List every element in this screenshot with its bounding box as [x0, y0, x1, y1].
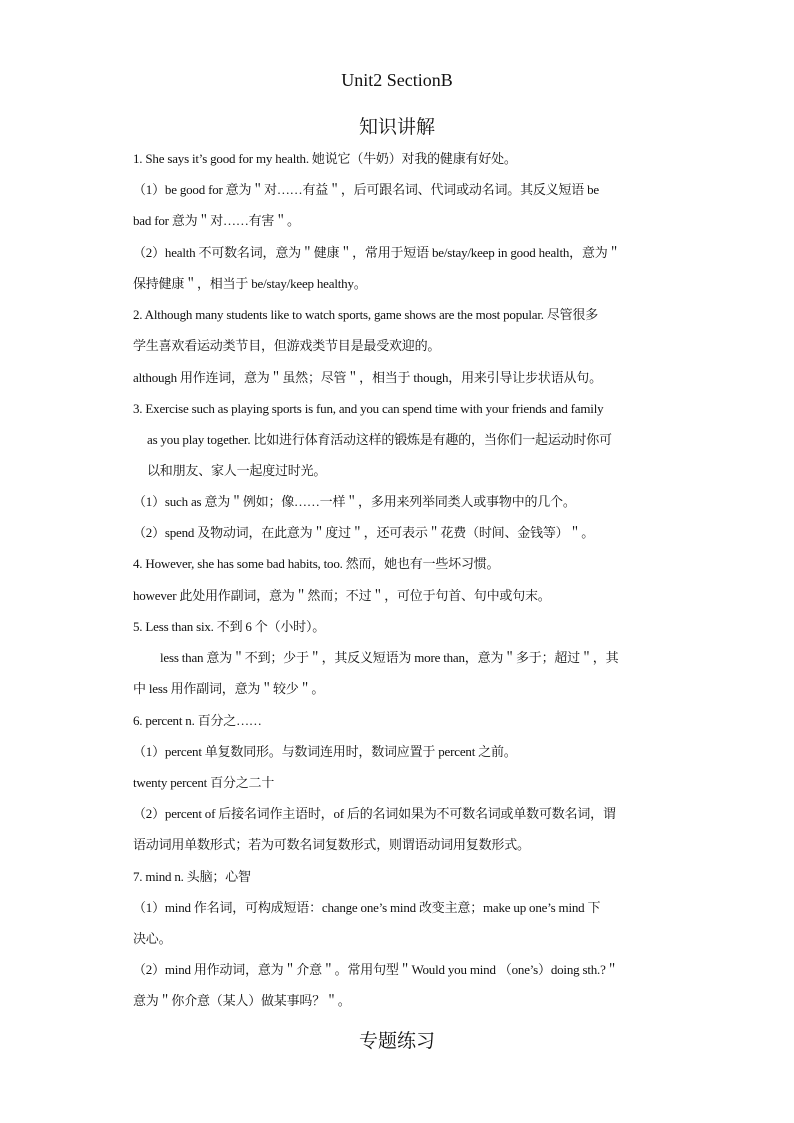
text-line: 1. She says it’s good for my health. 她说它（牛奶）对我的健康有好处。 [133, 151, 517, 166]
text-line: 7. mind n. 头脑；心智 [133, 869, 251, 884]
text-line: （2）mind 用作动词，意为＂介意＂。常用句型＂Would you mind （one’s）doing sth.?＂ [133, 962, 619, 977]
text-line: 3. Exercise such as playing sports is fun, and you can spend time with your friends and family [133, 401, 604, 416]
text-line: （2）percent of 后接名词作主语时，of 后的名词如果为不可数名词或单数可数名词，谓 [133, 806, 616, 821]
doc-title: Unit2 SectionB [341, 70, 453, 90]
text-line: （1）mind 作名词，可构成短语：change one’s mind 改变主意；make up one’s mind 下 [133, 900, 601, 915]
text-line: 以和朋友、家人一起度过时光。 [147, 463, 327, 478]
text-line: 决心。 [133, 931, 172, 946]
text-line: （2）spend 及物动词，在此意为＂度过＂，还可表示＂花费（时间、金钱等）＂。 [133, 525, 595, 540]
text-line: twenty percent 百分之二十 [133, 775, 275, 790]
text-line: （2）health 不可数名词，意为＂健康＂，常用于短语 be/stay/keep in good health，意为＂ [133, 245, 621, 260]
text-line: 中 less 用作副词，意为＂较少＂。 [133, 681, 325, 696]
text-line: 意为＂你介意（某人）做某事吗？＂。 [133, 993, 351, 1008]
text-line: bad for 意为＂对……有害＂。 [133, 213, 300, 228]
text-line: 5. Less than six. 不到 6 个（小时）。 [133, 619, 326, 634]
section-heading-practice: 专题练习 [358, 1030, 435, 1052]
text-line: as you play together. 比如进行体育活动这样的锻炼是有趣的，当你们一起运动时你可 [147, 432, 612, 447]
section-heading-knowledge: 知识讲解 [358, 116, 435, 138]
text-line: （1）such as 意为＂例如；像……一样＂，多用来列举同类人或事物中的几个。 [133, 494, 576, 509]
text-line: 学生喜欢看运动类节目，但游戏类节目是最受欢迎的。 [133, 338, 441, 353]
text-line: 6. percent n. 百分之…… [133, 713, 262, 728]
text-line: however 此处用作副词，意为＂然而；不过＂，可位于句首、句中或句末。 [133, 588, 551, 603]
text-line: 2. Although many students like to watch sports, game shows are the most popular. 尽管很多 [133, 307, 599, 322]
text-line: 4. However, she has some bad habits, too. 然而，她也有一些坏习惯。 [133, 556, 500, 571]
text-line: （1）be good for 意为＂对……有益＂，后可跟名词、代词或动名词。其反义短语 be [133, 182, 599, 197]
text-line: 语动词用单数形式；若为可数名词复数形式，则谓语动词用复数形式。 [133, 837, 530, 852]
text-line: less than 意为＂不到；少于＂，其反义短语为 more than，意为＂多于；超过＂，其 [160, 650, 619, 665]
text-line: although 用作连词，意为＂虽然；尽管＂，相当于 though，用来引导让步状语从句。 [133, 370, 602, 385]
text-line: （1）percent 单复数同形。与数词连用时，数词应置于 percent 之前。 [133, 744, 517, 759]
text-line: 保持健康＂，相当于 be/stay/keep healthy。 [133, 276, 367, 291]
